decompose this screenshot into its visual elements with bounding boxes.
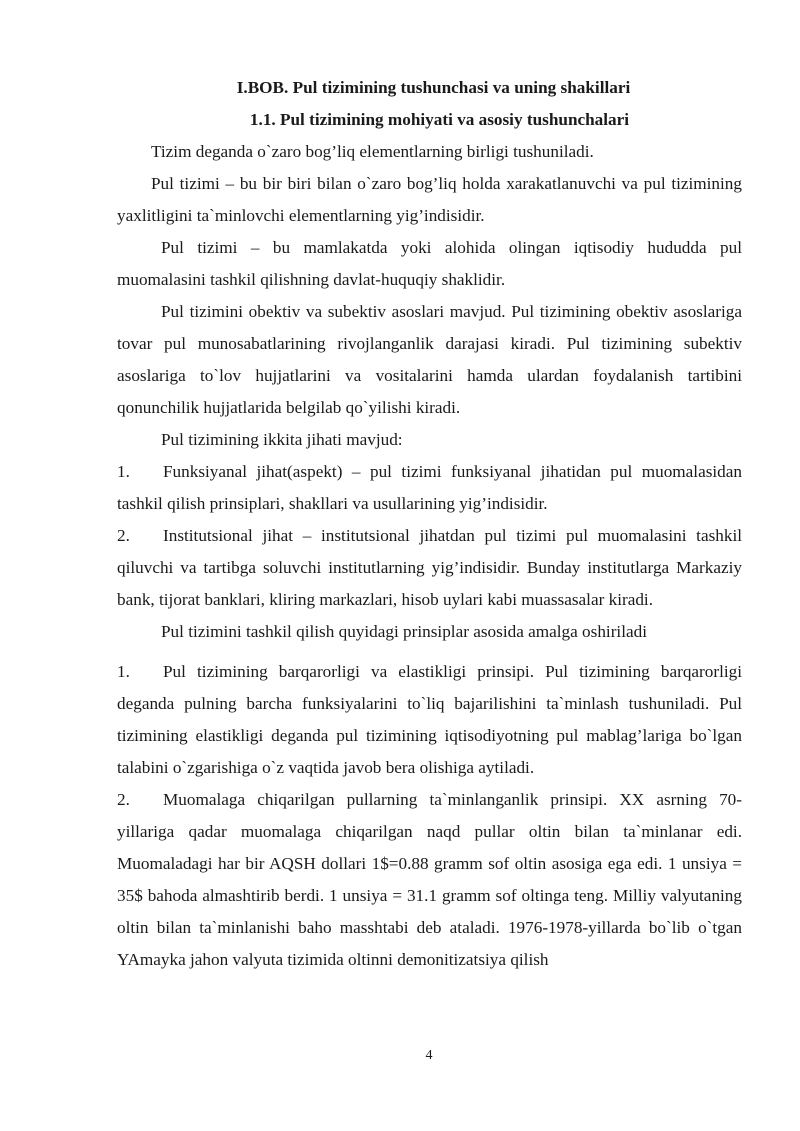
list-item-text: Funksiyanal jihat(aspekt) – pul tizimi funksiyanal jihatidan pul muomalasidan tashkil qilish prinsiplari, shakllari va usullarining yig’indisidir. xyxy=(117,462,742,513)
paragraph: Pul tizimini tashkil qilish quyidagi prinsiplar asosida amalga oshiriladi xyxy=(161,622,647,641)
list-item-text: Muomalaga chiqarilgan pullarning ta`minlanganlik prinsipi. XX asrning 70-yillariga qadar muomalaga chiqarilgan naqd pullar oltin bilan ta`minlanar edi. Muomaladagi har bir AQSH dollari 1$=0.88 gramm sof oltin asosiga ega edi. 1 unsiya = 35$ bahoda almashtirib berdi. 1 unsiya = 31.1 gramm sof oltinga teng. Milliy valyutaning oltin bilan ta`minlanishi baho masshtabi deb ataladi. 1976-1978-yillarda bo`lib o`tgan YAmayka jahon valyuta tizimida oltinni demonitizatsiya qilish xyxy=(117,790,742,969)
paragraph: Pul tizimini obektiv va subektiv asoslari mavjud. Pul tizimining obektiv asoslariga tovar pul munosabatlarining rivojlanganlik darajasi kiradi. Pul tizimining subektiv asoslariga to`lov hujjatlarini va vositalarini hamda ulardan foydalanish tartibini qonunchilik hujjatlarida belgilab qo`yilishi kiradi. xyxy=(117,302,742,417)
list-number: 1. xyxy=(117,462,130,481)
list-item-text: Pul tizimining barqarorligi va elastikligi prinsipi. Pul tizimining barqarorligi deganda pulning barcha funksiyalarini to`liq bajarilishini ta`minlash tushuniladi. Pul tizimining elastikligi deganda pul tizimining iqtisodiyotning pul mablag’lariga bo`lgan talabini o`zgarishiga o`z vaqtida javob bera olishiga aytiladi. xyxy=(117,662,742,777)
list-item-text: Institutsional jihat – institutsional jihatdan pul tizimi pul muomalasini tashkil qiluvchi va tartibga soluvchi institutlarning yig’indisidir. Bunday institutlarga Markaziy bank, tijorat banklari, kliring markazlari, hisob uylari kabi muassasalar kiradi. xyxy=(117,526,742,609)
paragraph: Pul tizimining ikkita jihati mavjud: xyxy=(161,430,403,449)
list-item xyxy=(117,656,742,784)
list-item xyxy=(117,456,742,520)
document-page xyxy=(117,72,742,976)
list-item xyxy=(117,520,742,616)
paragraph: Pul tizimi – bu mamlakatda yoki alohida olingan iqtisodiy hududda pul muomalasini tashkil qilishning davlat-huquqiy shaklidir. xyxy=(117,238,742,289)
list-number: 1. xyxy=(117,662,130,681)
list-number: 2. xyxy=(117,790,130,809)
paragraph: Tizim deganda o`zaro bog’liq elementlarning birligi tushuniladi. xyxy=(151,142,594,161)
page-number: 4 xyxy=(425,1048,433,1063)
section-title: 1.1. Pul tizimining mohiyati va asosiy tushunchalari xyxy=(249,110,630,129)
list-item xyxy=(117,784,742,976)
chapter-title: I.BOB. Pul tizimining tushunchasi va uning shakillari xyxy=(236,78,631,97)
paragraph: Pul tizimi – bu bir biri bilan o`zaro bog’liq holda xarakatlanuvchi va pul tizimining yaxlitligini ta`minlovchi elementlarning yig’indisidir. xyxy=(117,174,742,225)
list-number: 2. xyxy=(117,526,130,545)
